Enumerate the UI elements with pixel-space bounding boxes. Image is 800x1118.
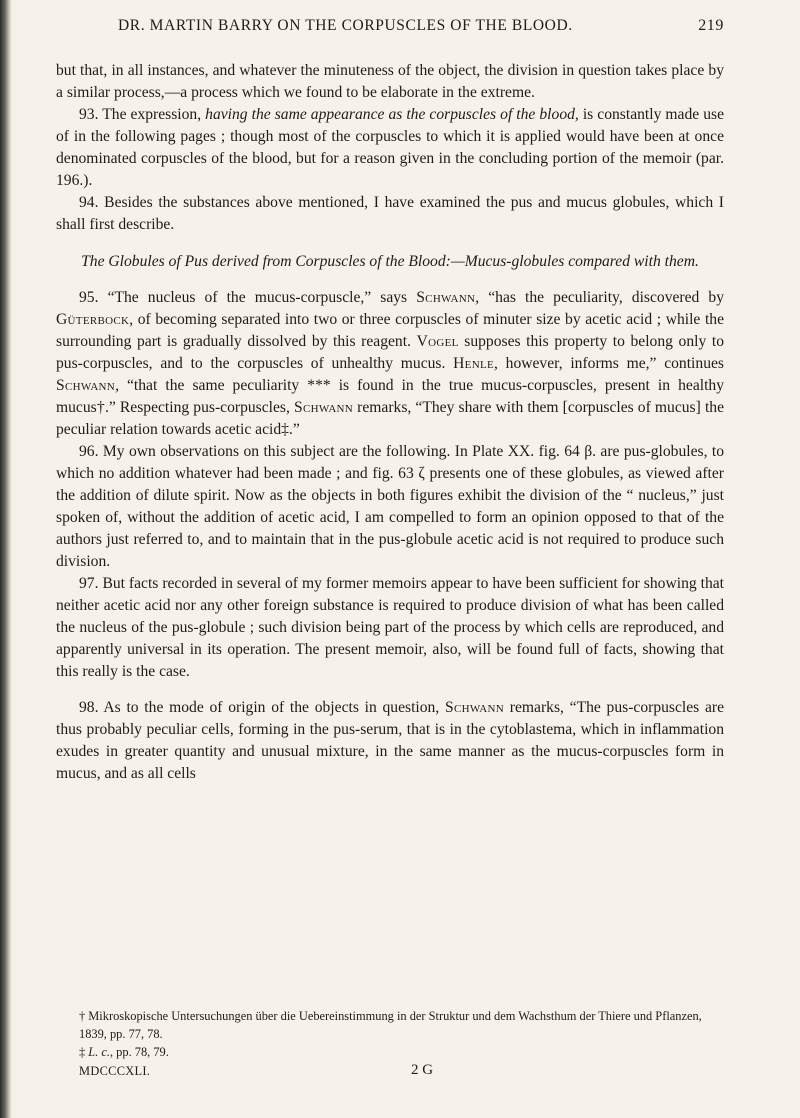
paragraph-98: 98. As to the mode of origin of the objects in question, Schwann remarks, “The pus-corpuscles are thus probably peculiar cells, forming in the pus-serum, that is in the cytoblastema, which in inflammation exudes in greater quantity and unusual mixture, in the same manner as the mucus-corpuscles form in mucus, and as all cells bbox=[56, 699, 724, 782]
paragraph-95: 95. “The nucleus of the mucus-corpuscle,” says Schwann, “has the peculiarity, discovered by Güterbock, of becoming separated into two or three corpuscles of minuter size by acetic acid ; while the surrounding part is gradually dissolved by this reagent. Vogel supposes this property to belong only to pus-corpuscles, and to the corpuscles of unhealthy mucus. Henle, however, informs me,” continues Schwann, “that the same peculiarity *** is found in the true mucus-corpuscles, present in healthy mucus†.” Respecting pus-corpuscles, Schwann remarks, “They share with them [corpuscles of mucus] the peculiar relation towards acetic acid‡.” bbox=[56, 289, 725, 438]
section-heading: The Globules of Pus derived from Corpuscles of the Blood:—Mucus-globules compared with them. bbox=[81, 253, 699, 270]
paragraph-continuation: but that, in all instances, and whatever the minuteness of the object, the division in question takes place by a similar process,—a process which we found to be elaborate in the extreme. bbox=[56, 62, 724, 101]
page-number: 219 bbox=[698, 17, 724, 34]
paragraph-96: 96. My own observations on this subject are the following. In Plate XX. fig. 64 β. are pus-globules, to which no addition whatever had been made ; and fig. 63 ζ presents one of these globules, as viewed after the addition of dilute spirit. Now as the objects in both figures exhibit the division of the “ nucleus,” just spoken of, without the addition of acetic acid, I am compelled to form an opinion opposed to that of the authors just referred to, and to maintain that in the pus-globule acetic acid is not required to produce such division. bbox=[56, 443, 724, 570]
signature-mark: 2 G bbox=[411, 1062, 434, 1078]
author-name: Henle bbox=[453, 355, 494, 372]
page-binding-edge bbox=[0, 0, 12, 1118]
italic-phrase: having the same appearance as the corpuscles of the blood, bbox=[205, 106, 579, 123]
running-title: DR. MARTIN BARRY ON THE CORPUSCLES OF THE BLOOD. bbox=[118, 17, 573, 34]
signature-line bbox=[56, 1061, 724, 1081]
paragraph-93: 93. The expression, having the same appearance as the corpuscles of the blood, is constantly made use of in the following pages ; though most of the corpuscles to which it is applied would have been at once denominated corpuscles of the blood, but for a reason given in the concluding portion of the memoir (par. 196.). bbox=[56, 106, 724, 189]
author-name: Vogel bbox=[416, 333, 459, 350]
volume-year: MDCCCXLI. bbox=[79, 1064, 151, 1078]
footnote-double-dagger: ‡ L. c., pp. 78, 79. bbox=[79, 1045, 169, 1059]
running-header bbox=[118, 17, 724, 39]
author-name: Schwann bbox=[444, 699, 505, 716]
author-name: Schwann bbox=[56, 377, 116, 394]
body-text bbox=[56, 60, 724, 785]
author-name: Schwann bbox=[416, 289, 476, 306]
footnotes bbox=[56, 1007, 724, 1081]
paragraph-97: 97. But facts recorded in several of my former memoirs appear to have been sufficient for showing that neither acetic acid nor any other foreign substance is required to produce division of what has been called the nucleus of the pus-globule ; such division being part of the process by which cells are reproduced, and apparently universal in its operation. The present memoir, also, will be found full of facts, showing that this really is the case. bbox=[56, 575, 724, 680]
footnote-dagger: † Mikroskopische Untersuchungen über die Uebereinstimmung in der Struktur und dem Wachsthum der Thiere und Pflanzen, 1839, pp. 77, 78. bbox=[79, 1009, 702, 1041]
author-name: Güterbock bbox=[56, 311, 130, 328]
paragraph-gap bbox=[56, 683, 724, 697]
author-name: Schwann bbox=[294, 399, 354, 416]
paragraph-94: 94. Besides the substances above mentioned, I have examined the pus and mucus globules, which I shall first describe. bbox=[56, 194, 724, 233]
